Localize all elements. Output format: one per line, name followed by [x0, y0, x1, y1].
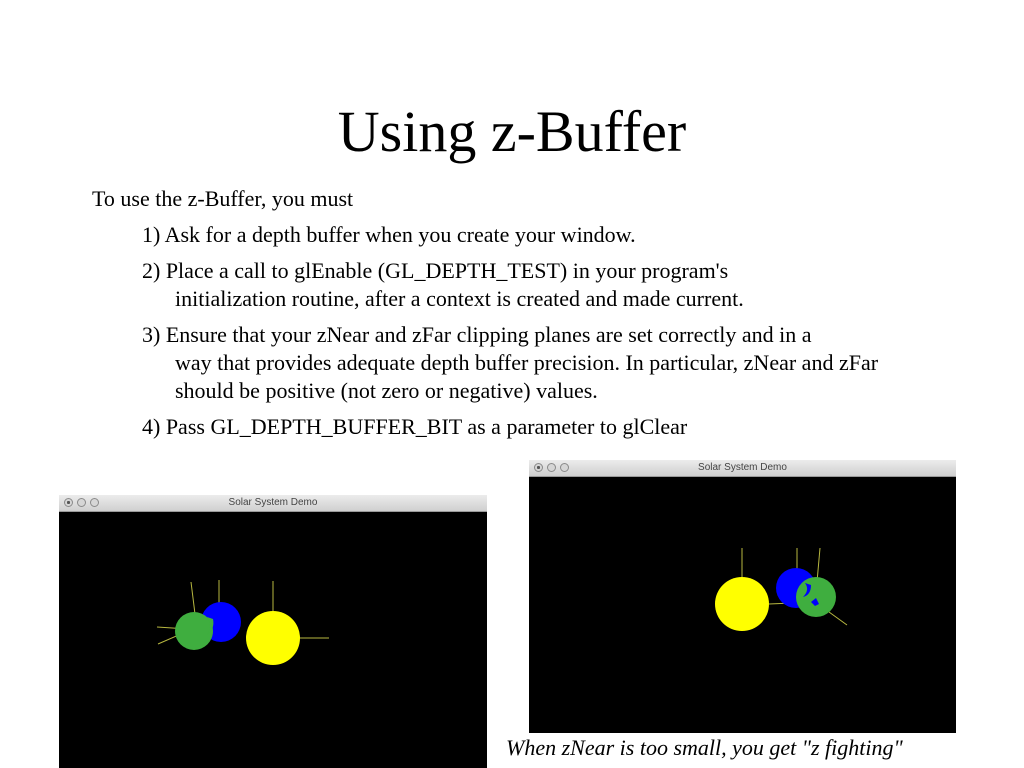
caption: When zNear is too small, you get "z fighting": [506, 735, 903, 760]
close-icon[interactable]: [534, 463, 543, 472]
step-4: [142, 413, 932, 441]
step-1-text: 1) Ask for a depth buffer when you create your window.: [142, 222, 636, 247]
moon-sphere: [796, 577, 836, 617]
step-2: [142, 257, 932, 313]
sun-sphere: [715, 577, 769, 631]
window-titlebar[interactable]: [59, 495, 487, 512]
window-title: Solar System Demo: [698, 462, 787, 473]
step-2-text: 2) Place a call to glEnable (GL_DEPTH_TEST) in your program's: [142, 258, 729, 283]
render-canvas: [59, 512, 487, 768]
intro-text: To use the z-Buffer, you must: [92, 186, 354, 211]
window-title: Solar System Demo: [228, 497, 318, 508]
window-titlebar[interactable]: [529, 460, 956, 477]
moon-axis-low: [829, 612, 847, 625]
moon-axis: [817, 548, 820, 582]
slide-title: Using z-Buffer: [337, 99, 687, 164]
step-3-text: 3) Ensure that your zNear and zFar clipping planes are set correctly and in a: [142, 322, 812, 347]
minimize-icon[interactable]: [547, 463, 556, 472]
sun-sphere: [246, 611, 300, 665]
render-canvas: [529, 477, 956, 733]
step-4-text: 4) Pass GL_DEPTH_BUFFER_BIT as a parameter to glClear: [142, 414, 688, 439]
close-icon[interactable]: [64, 498, 73, 507]
step-1: [142, 221, 932, 249]
demo-window-right[interactable]: [529, 460, 956, 733]
demo-window-left[interactable]: [59, 495, 487, 768]
step-3-continued: way that provides adequate depth buffer precision. In particular, zNear and zFar should be positive (not zero or negative) values.: [175, 350, 879, 403]
zoom-icon[interactable]: [90, 498, 99, 507]
minimize-icon[interactable]: [77, 498, 86, 507]
zoom-icon[interactable]: [560, 463, 569, 472]
step-3: [142, 321, 932, 405]
moon-sphere: [175, 612, 213, 650]
step-2-continued: initialization routine, after a context is created and made current.: [175, 286, 744, 311]
